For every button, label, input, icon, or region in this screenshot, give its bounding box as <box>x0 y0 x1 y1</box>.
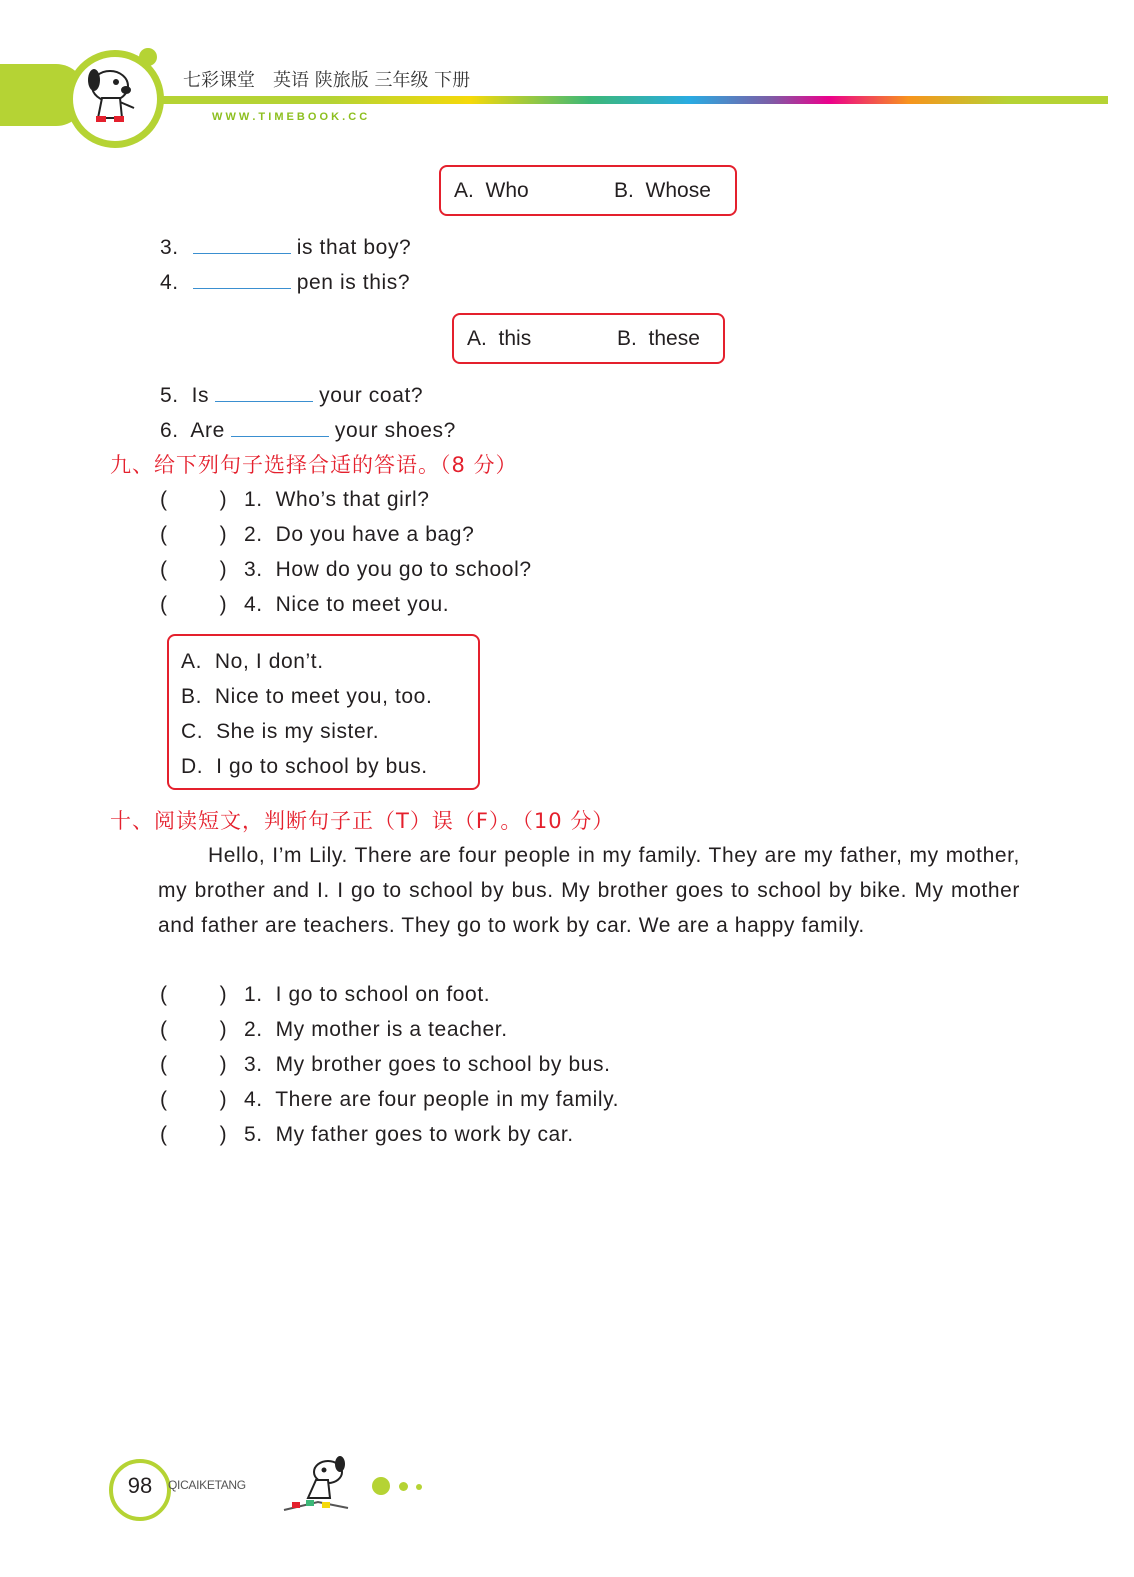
question-number: 5. Is <box>160 384 210 407</box>
question-text: your shoes? <box>334 419 456 442</box>
answer-parentheses[interactable]: ( ) <box>160 488 228 511</box>
answer-blank[interactable] <box>193 268 291 289</box>
header-website: W W W . T I M E B O O K . C C <box>212 111 368 123</box>
option-b: B. these <box>617 327 700 350</box>
question-4 <box>160 268 410 297</box>
answer-option: B. Nice to meet you, too. <box>181 685 433 708</box>
answer-blank[interactable] <box>231 416 329 437</box>
footer-brand: QICAIKETANG <box>168 1478 246 1492</box>
question-5 <box>160 381 423 410</box>
header-title: 七彩课堂 英语 陕旅版 三年级 下册 <box>183 70 471 91</box>
question-3 <box>160 233 411 262</box>
header <box>0 0 1134 150</box>
question-6 <box>160 416 456 445</box>
cartoon-dog-icon <box>278 1452 358 1518</box>
answer-option: D. I go to school by bus. <box>181 755 428 778</box>
answer-options-box <box>167 634 480 790</box>
options-box-who-whose <box>439 165 737 216</box>
answer-parentheses[interactable]: ( ) <box>160 1123 228 1146</box>
options-box-this-these <box>452 313 725 364</box>
true-false-question: ( ) 5. My father goes to work by car. <box>160 1121 574 1149</box>
section-9-title: 九、给下列句子选择合适的答语。（8 分） <box>110 453 518 477</box>
true-false-question: ( ) 3. My brother goes to school by bus. <box>160 1051 611 1079</box>
answer-option: C. She is my sister. <box>181 720 380 743</box>
answer-parentheses[interactable]: ( ) <box>160 1088 228 1111</box>
option-a: A. Who <box>454 179 529 202</box>
question-number: 3. <box>160 236 179 259</box>
page-number: 98 <box>127 1473 153 1498</box>
matching-question: ( ) 2. Do you have a bag? <box>160 521 474 549</box>
reading-passage: Hello, I’m Lily. There are four people in my family. They are my father, my mother, my brother and I. I go to school by bus. My brother goes to school by bike. My mother and father are teachers. They go to work by car. We are a happy family. <box>158 844 1020 937</box>
answer-parentheses[interactable]: ( ) <box>160 523 228 546</box>
footer <box>0 1440 1134 1540</box>
answer-parentheses[interactable]: ( ) <box>160 593 228 616</box>
option-b: B. Whose <box>614 179 711 202</box>
header-rainbow-bar <box>112 96 1108 104</box>
true-false-question: ( ) 4. There are four people in my family. <box>160 1086 619 1114</box>
question-text: pen is this? <box>296 271 411 294</box>
answer-blank[interactable] <box>215 381 313 402</box>
answer-blank[interactable] <box>193 233 291 254</box>
answer-option: A. No, I don’t. <box>181 650 324 673</box>
footer-dot-small <box>416 1484 422 1490</box>
question-text: is that boy? <box>296 236 412 259</box>
answer-parentheses[interactable]: ( ) <box>160 983 228 1006</box>
option-a: A. this <box>467 327 532 350</box>
true-false-question: ( ) 2. My mother is a teacher. <box>160 1016 508 1044</box>
footer-dot-medium <box>399 1482 408 1491</box>
answer-parentheses[interactable]: ( ) <box>160 558 228 581</box>
cartoon-dog-icon <box>80 60 144 132</box>
true-false-question: ( ) 1. I go to school on foot. <box>160 981 490 1009</box>
footer-dot-large <box>372 1477 390 1495</box>
question-text: your coat? <box>319 384 424 407</box>
matching-question: ( ) 1. Who’s that girl? <box>160 486 430 514</box>
matching-question: ( ) 3. How do you go to school? <box>160 556 532 584</box>
section-10-title: 十、阅读短文，判断句子正（T）误（F）。（10 分） <box>110 809 615 833</box>
matching-question: ( ) 4. Nice to meet you. <box>160 591 449 619</box>
question-number: 6. Are <box>160 419 225 442</box>
answer-parentheses[interactable]: ( ) <box>160 1018 228 1041</box>
question-number: 4. <box>160 271 179 294</box>
answer-parentheses[interactable]: ( ) <box>160 1053 228 1076</box>
